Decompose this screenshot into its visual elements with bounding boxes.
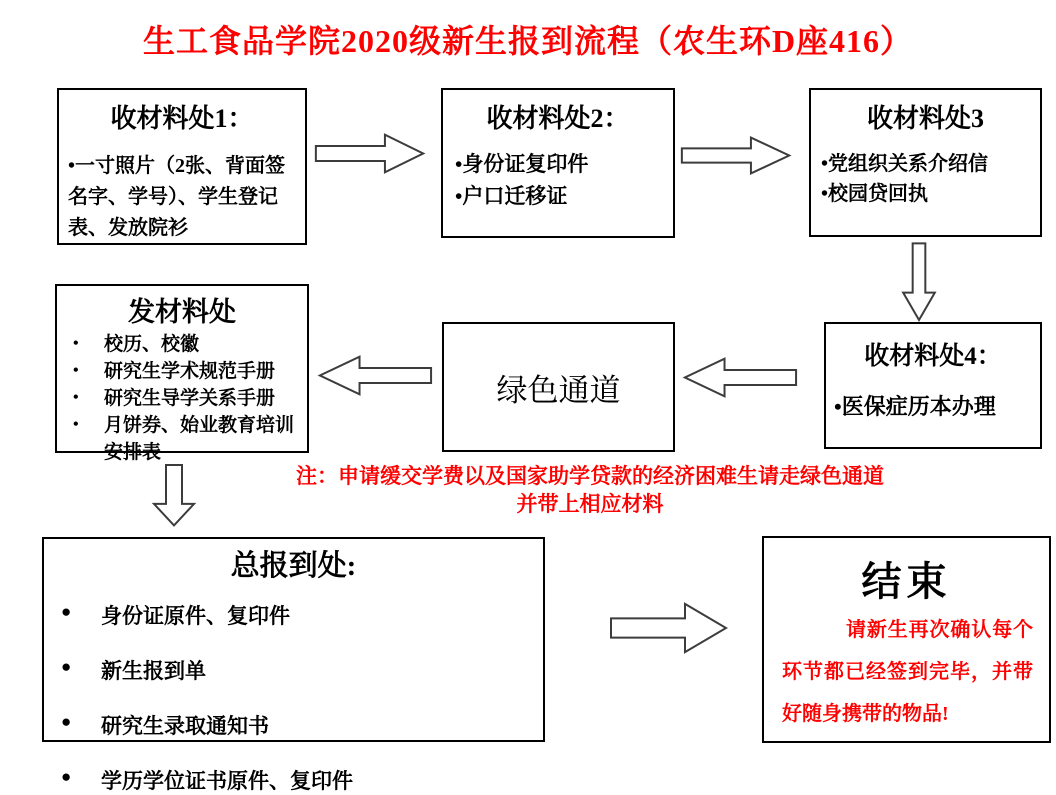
flow-box-green-channel	[442, 322, 675, 452]
box-item: ● 学历学位证书原件、复印件	[44, 765, 543, 795]
arrow-right-icon	[609, 599, 729, 657]
box-item: • 月饼券、始业教育培训安排表	[57, 413, 307, 467]
flow-box-collect4	[824, 322, 1042, 449]
flow-box-collect3	[809, 88, 1042, 237]
arrow-down-icon	[150, 464, 198, 527]
flow-box-main-registration	[42, 537, 545, 793]
box-item: ● 研究生录取通知书	[44, 710, 543, 740]
box-item-list	[826, 390, 1040, 423]
box-item: • 研究生学术规范手册	[57, 359, 307, 386]
box-item: •身份证复印件	[455, 152, 589, 176]
box-item-list	[443, 149, 673, 212]
box-title: 收材料处1：	[110, 104, 254, 133]
box-title: 收材料处2：	[486, 104, 630, 133]
green-channel-note	[230, 463, 950, 519]
note-line2: 并带上相应材料	[516, 491, 664, 516]
box-item-list	[57, 332, 307, 467]
box-item: • 校历、校徽	[57, 332, 307, 359]
box-item: •党组织关系介绍信	[821, 153, 989, 175]
box-item: •一寸照片（2张、背面签名字、学号）、学生登记表、发放院衫	[68, 155, 286, 239]
arrow-down-icon	[900, 242, 938, 322]
flow-box-end	[762, 536, 1051, 743]
arrow-left-icon	[682, 355, 798, 400]
box-title: 总报到处:	[230, 550, 357, 582]
arrow-left-icon	[317, 353, 433, 398]
box-item: •校园贷回执	[821, 183, 929, 205]
note-line1: 注：申请缓交学费以及国家助学贷款的经济困难生请走绿色通道	[296, 464, 884, 488]
arrow-right-icon	[314, 131, 426, 176]
end-reminder: 请新生再次确认每个环节都已经签到完毕，并带好随身携带的物品!	[782, 619, 1033, 725]
box-item-list	[59, 151, 305, 244]
flow-box-collect1	[57, 88, 307, 245]
box-title: 收材料处3	[866, 104, 984, 133]
box-item: •户口迁移证	[455, 183, 568, 208]
box-title: 收材料处4：	[864, 343, 1002, 370]
box-item: ● 新生报到单	[44, 655, 543, 685]
page-title: 生工食品学院2020级新生报到流程（农生环D座416）	[142, 23, 914, 59]
box-title: 绿色通道	[496, 372, 621, 408]
box-item: • 研究生导学关系手册	[57, 386, 307, 413]
box-title: 发材料处	[128, 297, 236, 327]
box-item: •医保症历本办理	[834, 394, 996, 419]
box-item: ● 身份证原件、复印件	[44, 600, 543, 630]
box-title: 结束	[861, 559, 952, 604]
box-item-list	[811, 149, 1040, 209]
flow-box-distribute	[55, 284, 309, 463]
box-item-list	[44, 600, 543, 795]
arrow-right-icon	[680, 134, 792, 177]
flow-box-collect2	[441, 88, 675, 238]
